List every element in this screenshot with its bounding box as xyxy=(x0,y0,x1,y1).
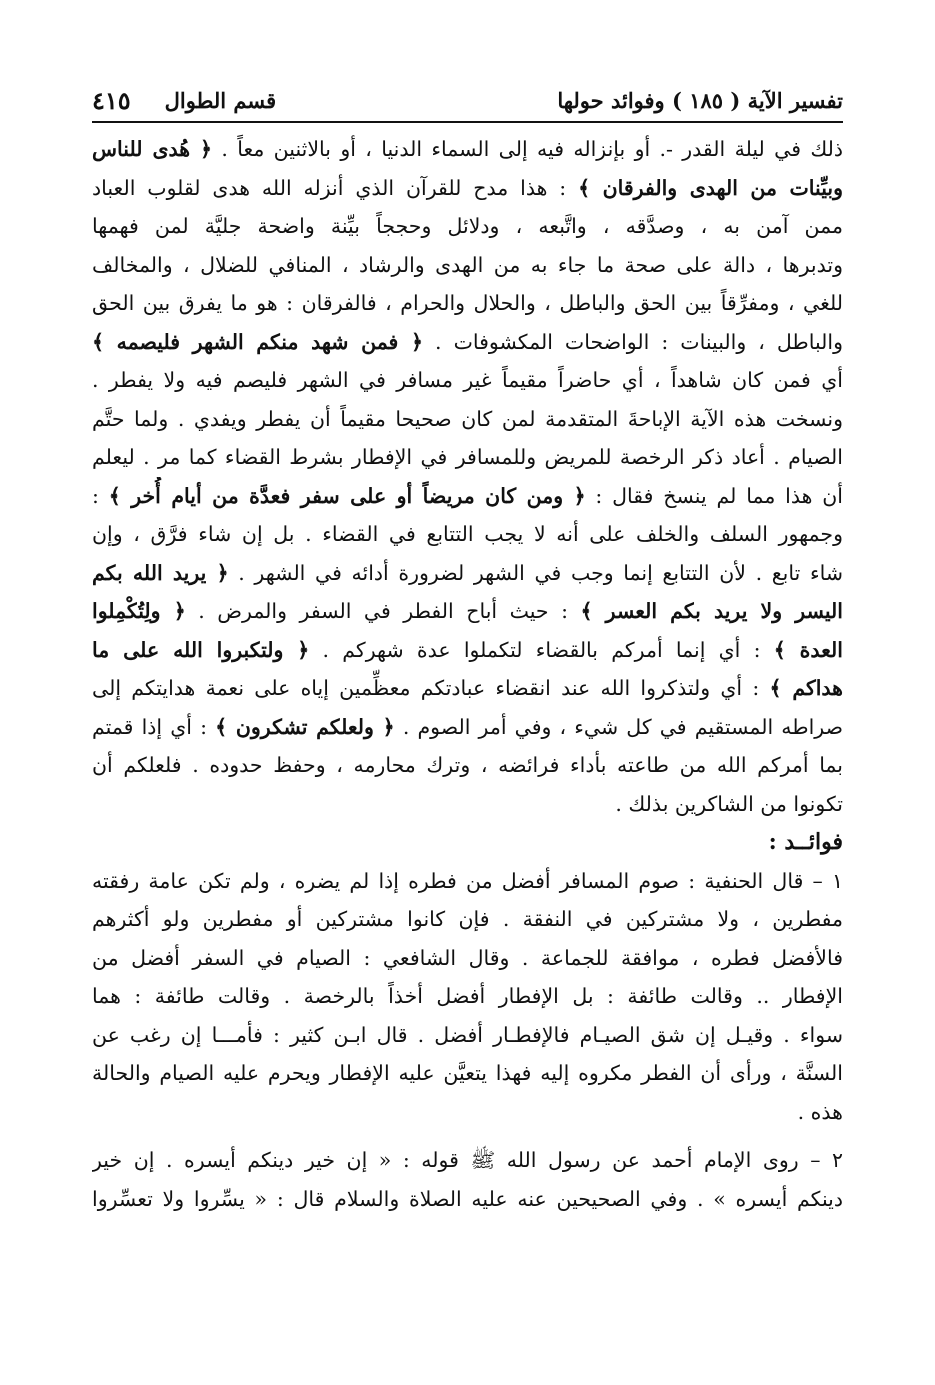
text-line xyxy=(92,361,843,400)
line-text: الإفطار .. وقالت طائفة : بل الإفطار أفضل أخذاً بالرخصة . وقالت طائفة : هما xyxy=(92,984,843,1008)
body-text xyxy=(92,130,843,1218)
line-text: دينكم أيسره » . وفي الصحيحين عنه عليه الصلاة والسلام قال : « يسِّروا ولا تعسِّروا xyxy=(92,1186,843,1211)
running-title: تفسير الآية ( ١٨٥ ) وفوائد حولها xyxy=(557,87,843,113)
text-line xyxy=(92,284,843,323)
line-text: ذلك في ليلة القدر -. أو بإنزاله فيه إلى السماء الدنيا ، أو بالاثنين معاً . xyxy=(212,137,843,161)
text-line xyxy=(92,708,843,747)
text-line xyxy=(92,1180,843,1219)
paragraph-gap xyxy=(92,1131,843,1141)
quran-verse-text: ﴿ ومن كان مريضاً أو على سفر فعدَّة من أيام أُخر ﴾ xyxy=(108,483,586,508)
fawaid-paragraphs xyxy=(92,862,843,1219)
quran-verse-text: العدة ﴾ xyxy=(773,637,843,662)
text-line xyxy=(92,669,843,708)
text-line xyxy=(92,130,843,169)
line-text: : حيث أباح الفطر في السفر والمرض . xyxy=(185,599,581,623)
line-text: السنَّة ، ورأى أن الفطر مكروه إليه فهذا يتعيَّن عليه الإفطار ويحرم عليه الصيام والحالة xyxy=(92,1061,843,1085)
line-text: ممن آمن به ، وصدَّقه ، واتَّبعه ، ودلائل وحججاً بيِّنة واضحة جليَّة لمن فهمها xyxy=(92,214,843,238)
line-text: : أي ولتذكروا الله عند انقضاء عبادتكم معظِّمين إياه على نعمة هدايتكم إلى xyxy=(92,676,770,700)
text-line xyxy=(92,592,843,631)
line-text: صراطه المستقيم في كل شيء ، وفي أمر الصوم . xyxy=(394,714,843,739)
text-line xyxy=(92,1016,843,1055)
line-text: : أي إذا قمتم xyxy=(92,714,216,739)
text-line xyxy=(92,862,843,901)
line-text: تكونوا من الشاكرين بذلك . xyxy=(615,791,843,816)
header-rule xyxy=(92,121,843,123)
section-name: قسم الطوال xyxy=(164,87,277,113)
text-line xyxy=(92,746,843,785)
text-line xyxy=(92,1093,843,1132)
line-text: والباطل ، والبينات : الواضحات المكشوفات . xyxy=(423,329,843,354)
line-text: الصيام . أعاد ذكر الرخصة للمريض وللمسافر في الإفطار بشرط القضاء كما مر . ليعلم xyxy=(92,445,843,469)
line-text: ونسخت هذه الآية الإباحةَ المتقدمة لمن كان صحيحا مقيماً أن يفطر ويفدي . ولما حتَّم xyxy=(92,406,843,431)
line-text: هذه . xyxy=(797,1099,843,1124)
line-text: شاء تابع . لأن التتابع إنما وجب في الشهر لضرورة أدائه في الشهر . xyxy=(228,560,843,585)
quran-verse-text: ﴿ فمن شهد منكم الشهر فليصمه ﴾ xyxy=(92,329,424,354)
page-header xyxy=(92,78,843,122)
quran-verse-text: ﴿ هُدى للناس xyxy=(92,137,213,161)
text-line xyxy=(92,515,843,554)
page-number: ٤١٥ xyxy=(92,85,131,115)
text-line xyxy=(92,400,843,439)
text-line xyxy=(92,477,843,516)
text-line xyxy=(92,939,843,978)
text-line xyxy=(92,977,843,1016)
line-text: مفطرين ، ولا مشتركين في النفقة . فإن كانوا مشتركين أو مفطرين ولو أكثرهم xyxy=(92,907,843,931)
quran-verse-text: اليسر ولا يريد بكم العسر ﴾ xyxy=(580,599,843,623)
fawaid-heading: فوائــد : xyxy=(768,829,843,855)
line-text: أن هذا مما لم ينسخ فقال : xyxy=(585,483,843,508)
quran-verse-text: ﴿ ولعلكم تشكرون ﴾ xyxy=(215,714,395,739)
text-line xyxy=(92,323,843,362)
text-line xyxy=(92,900,843,939)
header-left xyxy=(92,86,276,115)
quran-verse-text: ﴿ يريد الله بكم xyxy=(92,560,229,585)
line-text: : xyxy=(92,483,109,508)
line-text: ٢ – روى الإمام أحمد عن رسول الله ﷺ قوله : « إن خير دينكم أيسره . إن خير xyxy=(92,1148,843,1172)
text-line xyxy=(92,438,843,477)
text-line xyxy=(92,785,843,824)
line-text: فالأفضل فطره ، موافقة للجماعة . وقال الشافعي : الصيام في السفر أفضل من xyxy=(92,945,843,970)
line-text: وتدبرها ، دالة على صحة ما جاء به من الهدى والرشاد ، المنافي للضلال ، والمخالف xyxy=(92,252,843,277)
quran-verse-text: وبيِّنات من الهدى والفرقان ﴾ xyxy=(578,175,843,200)
line-text: أي فمن كان شاهداً ، أي حاضراً مقيماً غير مسافر في الشهر فليصم فيه ولا يفطر . xyxy=(92,368,843,392)
line-text: : أي إنما أمركم بالقضاء لتكملوا عدة شهركم . xyxy=(309,637,774,662)
line-text: : هذا مدح للقرآن الذي أنزله الله هدى لقلوب العباد xyxy=(92,175,579,200)
text-line xyxy=(92,631,843,670)
quran-verse-text: ﴿ ولِتُكْمِلوا xyxy=(92,599,186,623)
line-text: سواء . وقيـل إن شق الصيـام فالإفطـار أفضل . قال ابـن كثير : فأمـــا إن رغب عن xyxy=(92,1022,843,1047)
line-text: وجمهور السلف والخلف على أنه لا يجب التتابع في القضاء . بل إن شاء فرَّق ، وإن xyxy=(92,522,843,546)
text-line xyxy=(92,1141,843,1180)
text-line xyxy=(92,1054,843,1093)
tafsir-paragraph xyxy=(92,130,843,823)
line-text: ١ – قال الحنفية : صوم المسافر أفضل من فطره إذا لم يضره ، ولم تكن عامة رفقته xyxy=(92,868,843,893)
quran-verse-text: ﴿ ولتكبروا الله على ما xyxy=(92,637,310,662)
text-line xyxy=(92,207,843,246)
text-line xyxy=(92,554,843,593)
text-line xyxy=(92,169,843,208)
line-text: بما أمركم الله من طاعته بأداء فرائضه ، وترك محارمه ، وحفظ حدوده . فلعلكم أن xyxy=(92,753,843,777)
text-line xyxy=(92,246,843,285)
quran-verse-text: هداكم ﴾ xyxy=(769,676,843,700)
line-text: للغي ، ومفرِّقاً بين الحق والباطل ، والحلال والحرام ، فالفرقان : هو ما يفرق بين الحق xyxy=(92,291,843,315)
